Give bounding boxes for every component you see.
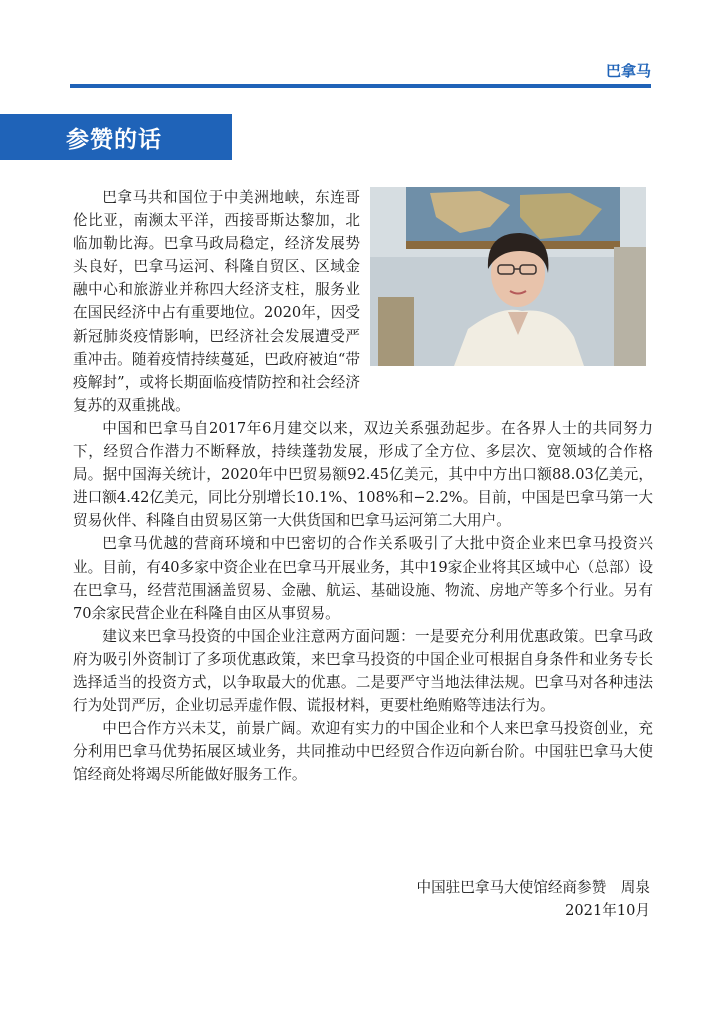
paragraph: 巴拿马优越的营商环境和中巴密切的合作关系吸引了大批中资企业来巴拿马投资兴业。目前，有40多家中资企业在巴拿马开展业务，其中19家企业将其区域中心（总部）设在巴拿马，经营范围涵盖贸易、金融、航运、基础设施、物流、房地产等多个行业。另有70余家民营企业在科隆自由区从事贸易。 [73,535,653,622]
header-rule [70,84,651,88]
signature-block [340,876,650,922]
country-label: 巴拿马 [605,62,651,80]
article-body [73,186,653,786]
paragraph: 建议来巴拿马投资的中国企业注意两方面问题：一是要充分利用优惠政策。巴拿马政府为吸引外资制订了多项优惠政策，来巴拿马投资的中国企业可根据自身条件和业务专长选择适当的投资方式，以争取最大的优惠。二是要严守当地法律法规。巴拿马对各种违法行为处罚严厉，企业切忌弄虚作假、谎报材料，更要杜绝贿赂等违法行为。 [73,627,653,715]
section-title: 参赞的话 [66,127,162,153]
photo-wrap-spacer [360,186,653,371]
paragraph: 中巴合作方兴未艾，前景广阔。欢迎有实力的中国企业和个人来巴拿马投资创业，充分利用巴拿马优势拓展区域业务，共同推动中巴经贸合作迈向新台阶。中国驻巴拿马大使馆经商处将竭尽所能做好服务工作。 [73,720,653,784]
signature-date: 2021年10月 [565,902,650,919]
signature-author: 中国驻巴拿马大使馆经商参赞 周泉 [416,879,650,896]
paragraph: 巴拿马共和国位于中美洲地峡，东连哥伦比亚，南濒太平洋，西接哥斯达黎加，北临加勒比海。巴拿马政局稳定，经济发展势头良好，巴拿马运河、科隆自贸区、区域金融中心和旅游业并称四大经济支柱，服务业在国民经济中占有重要地位。2020年，因受新冠肺炎疫情影响，巴经济社会发展遭受严重冲击。随着疫情持续蔓延，巴政府被迫“带疫解封”，或将长期面临疫情防控和社会经济复苏的双重挑战。 [73,189,360,414]
paragraph: 中国和巴拿马自2017年6月建交以来，双边关系强劲起步。在各界人士的共同努力下，经贸合作潜力不断释放，持续蓬勃发展，形成了全方位、多层次、宽领域的合作格局。据中国海关统计，2020年中巴贸易额92.45亿美元，其中中方出口额88.03亿美元，进口额4.42亿美元，同比分别增长10.1%、108%和−2.2%。目前，中国是巴拿马第一大贸易伙伴、科隆自由贸易区第一大供货国和巴拿马运河第二大用户。 [73,419,653,530]
